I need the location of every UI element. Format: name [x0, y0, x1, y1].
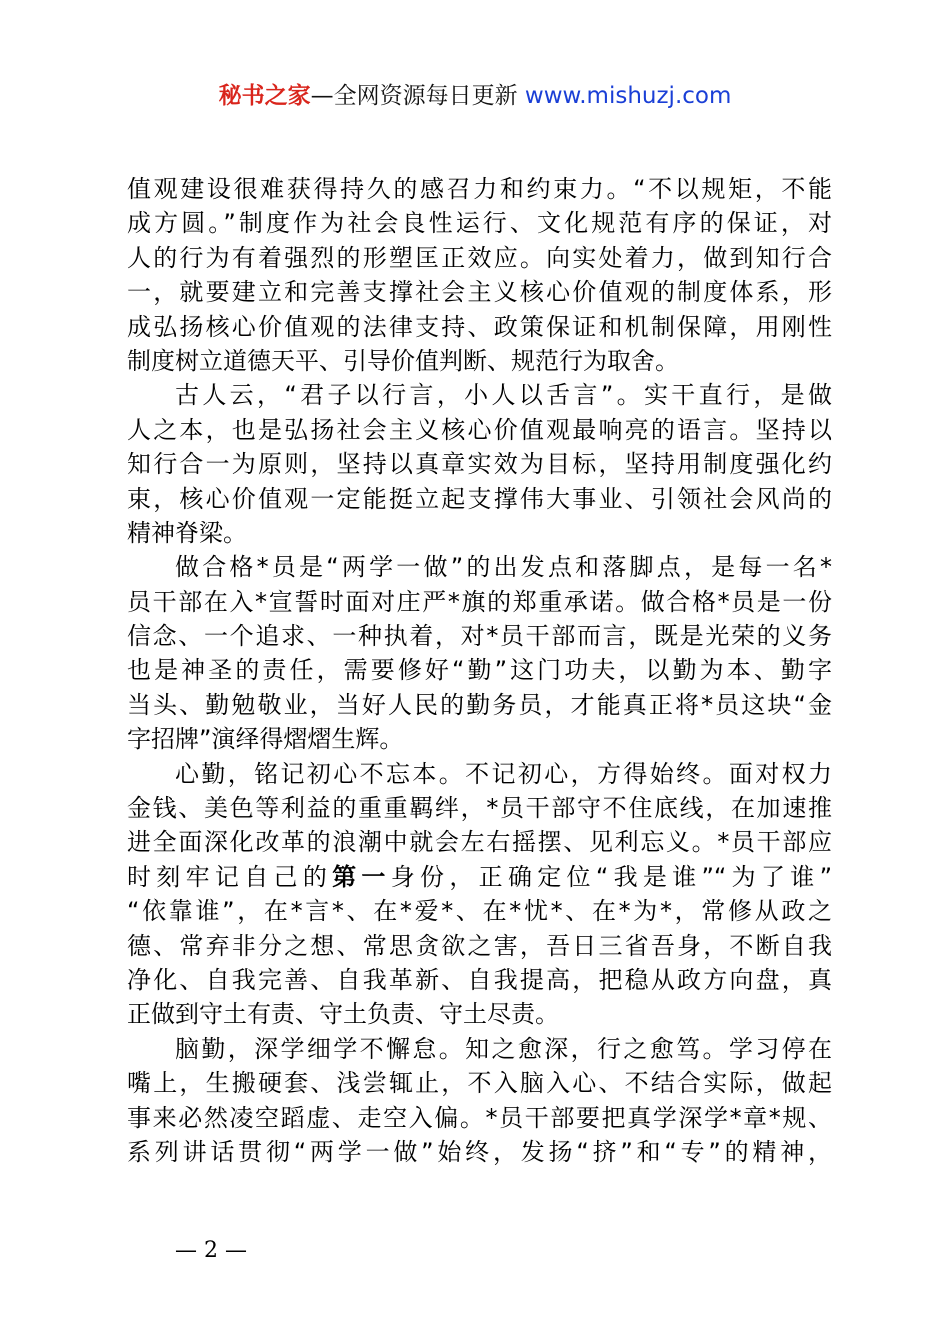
text-line: 进全面深化改革的浪潮中就会左右摇摆、见利忘义。*员干部应: [127, 828, 832, 857]
text-line: 制度树立道德天平、引导价值判断、规范行为取舍。: [127, 346, 679, 375]
text-line: “依靠谁”，在*言*、在*爱*、在*忧*、在*为*，常修从政之: [127, 897, 832, 926]
text-line: 成方圆。”制度作为社会良性运行、文化规范有序的保证，对: [127, 209, 832, 238]
text-line: 人之本，也是弘扬社会主义核心价值观最响亮的语言。坚持以: [127, 415, 832, 444]
paragraph-first-line: 做合格*员是“两学一做”的出发点和落脚点，是每一名*: [175, 553, 832, 582]
text-line: 当头、勤勉敬业，当好人民的勤务员，才能真正将*员这块“金: [127, 690, 832, 719]
page-number: — 2 —: [175, 1238, 247, 1263]
page-header: [0, 80, 950, 112]
text-line: 精神脊梁。: [127, 518, 247, 547]
body-text: [127, 172, 832, 1169]
text-run: 时刻牢记自己的: [127, 862, 333, 891]
text-line: 成弘扬核心价值观的法律支持、政策保证和机制保障，用刚性: [127, 312, 832, 341]
text-line: 人的行为有着强烈的形塑匡正效应。向实处着力，做到知行合: [127, 243, 832, 272]
text-line: 束，核心价值观一定能挺立起支撑伟大事业、引领社会风尚的: [127, 484, 832, 513]
paragraph-first-line: 古人云，“君子以行言，小人以舌言”。实干直行，是做: [175, 381, 832, 410]
paragraph-first-line: 心勤，铭记初心不忘本。不记初心，方得始终。面对权力: [175, 759, 832, 788]
header-tagline: —全网资源每日更新: [310, 83, 525, 109]
text-line: 德、常弃非分之想、常思贪欲之害，吾日三省吾身，不断自我: [127, 931, 832, 960]
text-line: 嘴上，生搬硬套、浅尝辄止，不入脑入心、不结合实际，做起: [127, 1069, 832, 1098]
site-url: www.mishuzj.com: [524, 83, 732, 109]
text-line: 字招牌”演绎得熠熠生辉。: [127, 725, 404, 754]
text-line: 也是神圣的责任，需要修好“勤”这门功夫，以勤为本、勤字: [127, 656, 832, 685]
text-line: 员干部在入*宣誓时面对庄严*旗的郑重承诺。做合格*员是一份: [127, 587, 832, 616]
text-line: 金钱、美色等利益的重重羁绊，*员干部守不住底线，在加速推: [127, 794, 832, 823]
paragraph-first-line: 脑勤，深学细学不懈怠。知之愈深，行之愈笃。学习停在: [175, 1034, 832, 1063]
text-line: 事来必然凌空蹈虚、走空入偏。*员干部要把真学深学*章*规、: [127, 1103, 832, 1132]
text-run: 身份，正确定位“我是谁”“为了谁”: [390, 862, 833, 891]
bold-text: 第一: [332, 862, 391, 891]
text-line: 正做到守土有责、守土负责、守土尽责。: [127, 1000, 559, 1029]
text-line: 信念、一个追求、一种执着，对*员干部而言，既是光荣的义务: [127, 622, 832, 651]
text-line: 系列讲话贯彻“两学一做”始终，发扬“挤”和“专”的精神，: [127, 1137, 832, 1166]
brand-name: 秘书之家: [218, 83, 311, 109]
text-line: 值观建设很难获得持久的感召力和约束力。“不以规矩，不能: [127, 175, 832, 203]
text-line: 知行合一为原则，坚持以真章实效为目标，坚持用制度强化约: [127, 450, 832, 479]
text-line: [127, 860, 832, 894]
text-line: 净化、自我完善、自我革新、自我提高，把稳从政方向盘，真: [127, 965, 832, 994]
text-line: 一，就要建立和完善支撑社会主义核心价值观的制度体系，形: [127, 278, 832, 307]
